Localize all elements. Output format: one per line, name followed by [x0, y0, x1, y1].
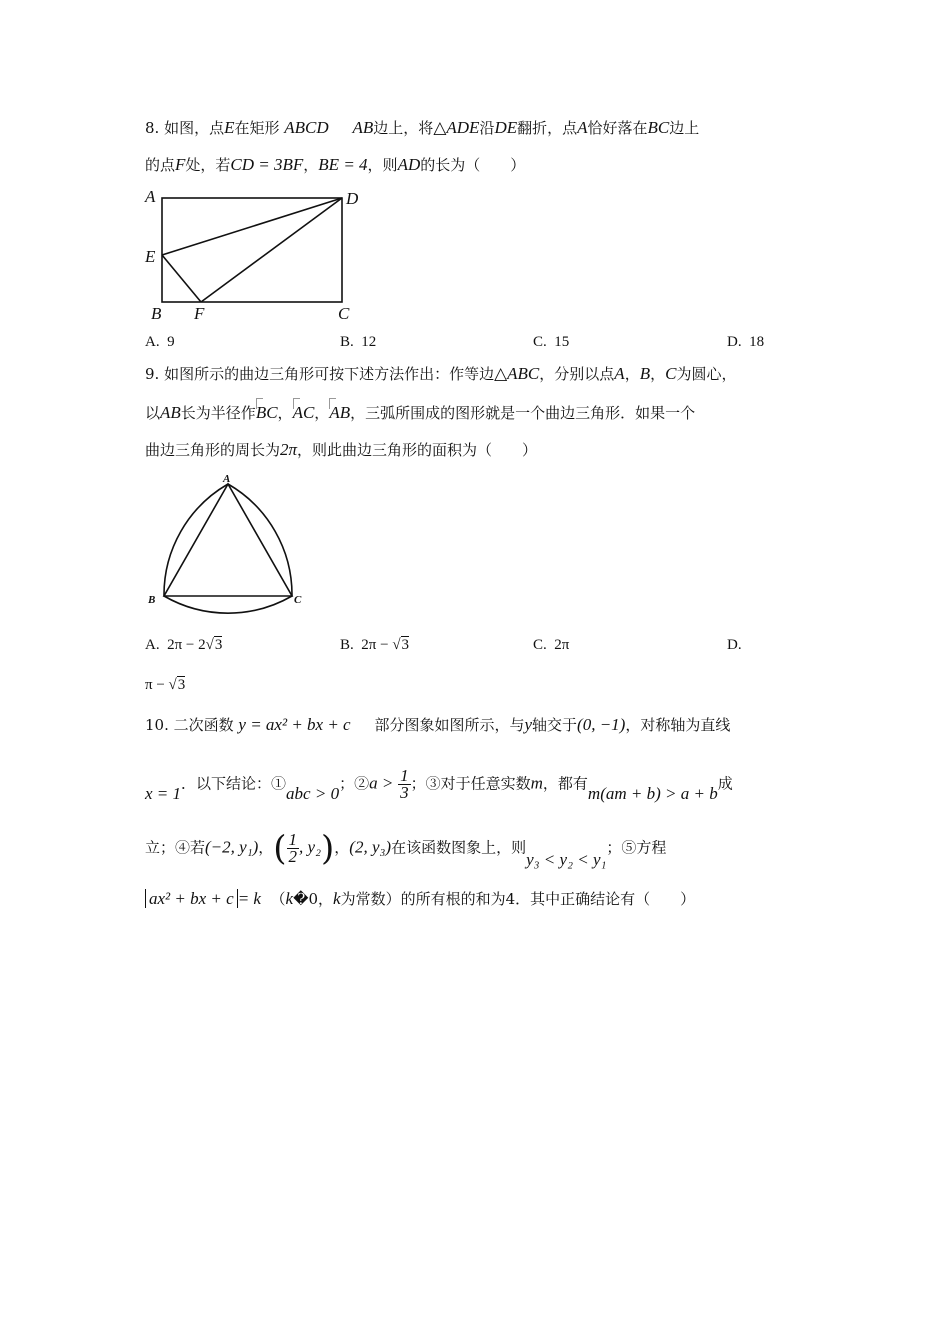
option-value: π − — [145, 677, 169, 693]
q9-text: 9. 如图所示的曲边三角形可按下述方法作出：作等边 — [145, 365, 495, 383]
q9-tri-abc: △ABC — [494, 364, 540, 383]
q8-text: 边上 — [669, 119, 700, 137]
q10-point-1: (−2, y₁) — [205, 837, 259, 857]
q9-text: 长为半径作 — [180, 404, 256, 422]
q8-text: 处，若 — [185, 156, 231, 174]
q9-arc-bottom — [164, 596, 292, 613]
q8-text: 边上，将 — [373, 119, 434, 137]
q10-function: y = ax² + bx + c — [238, 715, 351, 734]
q8-seg-bc: BC — [647, 118, 670, 137]
q8-tri-ade: △ADE — [433, 118, 480, 137]
q8-label-b: B — [151, 304, 162, 323]
frac-den: 3 — [400, 783, 409, 802]
q10-text: 为常数）的所有根的和为4．其中正确结论有（ ） — [340, 890, 696, 908]
option-label: C. — [533, 334, 547, 350]
q10-frac-half — [287, 832, 300, 865]
q10-line-1 — [145, 714, 730, 736]
q10-text: 立；④若 — [145, 838, 206, 857]
q10-point-3: (2, y₃) — [349, 837, 392, 857]
q8-text: 在矩形 — [234, 119, 280, 137]
q9-text: ，分别以点 — [539, 365, 615, 383]
q10-text: 成 — [717, 774, 733, 793]
option-label: A. — [145, 334, 160, 350]
q10-text: ，都有 — [542, 774, 588, 793]
frac-num: 1 — [288, 830, 298, 849]
q10-conclusion-3: m(am + b) > a + b — [587, 783, 718, 803]
q10-line-2 — [145, 768, 733, 801]
q8-figure — [140, 185, 380, 325]
q9-point-b: B — [639, 364, 651, 383]
q8-seg-ad: AD — [397, 155, 421, 174]
q8-text: 沿 — [479, 119, 495, 137]
option-value: 18 — [749, 334, 765, 350]
q9-text: ，三弧所围成的图形就是一个曲边三角形．如果一个 — [350, 404, 696, 422]
q10-text: ；⑤方程 — [606, 838, 667, 857]
q8-text: ，则 — [367, 156, 398, 174]
q9-perimeter: 2π — [280, 440, 298, 459]
q10-var-y: y — [524, 715, 533, 734]
q10-text: ；③对于任意实数 — [410, 774, 531, 793]
q9-text: 曲边三角形的周长为 — [145, 441, 281, 459]
q10-equation-k: = k — [237, 889, 261, 908]
q8-label-a: A — [145, 187, 156, 206]
q8-condition-2: BE = 4 — [318, 155, 368, 174]
q8-label-d: D — [346, 189, 359, 208]
q9-arc-ac: AC — [292, 403, 315, 422]
q10-text: 轴交于 — [532, 716, 578, 734]
option-label: D. — [727, 334, 742, 350]
q8-seg-ab: AB — [352, 118, 374, 137]
q9-text: ， — [650, 365, 666, 383]
option-label: C. — [533, 637, 547, 653]
q9-text: 为圆心， — [676, 365, 737, 383]
q10-var-m: m — [530, 773, 543, 793]
q9-text: ， — [624, 365, 640, 383]
q10-var-k: k — [285, 889, 294, 908]
q9-label-c: C — [294, 594, 302, 606]
q8-text: 的长为（ ） — [420, 156, 526, 174]
q9-point-a: A — [614, 364, 625, 383]
q8-seg-de: DE — [494, 118, 518, 137]
q8-condition-1: CD = 3BF — [230, 155, 304, 174]
q10-zero: 0 — [308, 890, 319, 908]
q10-line-3: 立；④若(−2, y₁)，( $\frac{1}{2}$ , y₂)，(2, y₃)在该函数图象上，则y₃ < y₂ < y₁；⑤方程 — [145, 828, 667, 869]
q10-equation: ax² + bx + c — [145, 889, 238, 908]
q8-line-1 — [145, 117, 699, 139]
q9-option-b[interactable]: B. 2π − √3 — [340, 637, 410, 653]
q8-label-e: E — [145, 247, 156, 266]
q10-text: ．以下结论：① — [181, 774, 287, 793]
q10-text: ， — [318, 890, 334, 908]
option-radicand: 3 — [177, 677, 186, 693]
q8-line-2 — [145, 154, 525, 176]
q9-label-a: A — [223, 473, 231, 485]
q9-option-c[interactable] — [533, 634, 569, 656]
frac-num: 1 — [400, 766, 409, 785]
q10-point-2-y: y₂ — [307, 837, 322, 857]
q9-option-d[interactable] — [727, 634, 742, 656]
q8-line-ef — [162, 255, 201, 302]
q8-text: 8. 如图，点 — [145, 119, 225, 137]
q10-text: 部分图象如图所示，与 — [374, 716, 525, 734]
q9-seg-ab: AB — [160, 403, 181, 422]
q10-conclusion-2: a > — [369, 773, 394, 793]
q8-text: 恰好落在 — [587, 119, 648, 137]
q8-option-c[interactable] — [533, 331, 569, 353]
q10-text: 10. 二次函数 — [145, 716, 234, 734]
frac-den: 2 — [288, 847, 298, 866]
q8-text: 翻折，点 — [517, 119, 578, 137]
q8-point-a: A — [577, 118, 588, 137]
q9-text: ， — [314, 404, 330, 422]
q9-figure — [140, 470, 320, 615]
q10-frac-third — [398, 768, 411, 801]
q8-option-d[interactable] — [727, 331, 764, 353]
option-label: B. — [340, 637, 354, 653]
q9-point-c: C — [665, 364, 677, 383]
option-label: D. — [727, 637, 742, 653]
option-label: B. — [340, 334, 354, 350]
q9-text: ，则此曲边三角形的面积为（ ） — [297, 441, 538, 459]
q8-line-ed — [162, 198, 342, 255]
q10-text: ；② — [339, 774, 370, 793]
q10-text: ，对称轴为直线 — [625, 716, 731, 734]
q10-garbled-glyph: � — [293, 890, 309, 908]
q8-label-c: C — [338, 304, 350, 323]
q8-point-f: F — [175, 155, 186, 174]
q9-line-2 — [145, 402, 695, 424]
q10-intercept: (0, −1) — [577, 715, 626, 734]
q8-point-e: E — [224, 118, 235, 137]
q8-rect-abcd: ABCD — [284, 118, 329, 137]
option-label: A. — [145, 637, 160, 653]
option-radicand: 3 — [214, 637, 223, 653]
q9-text: 以 — [145, 404, 161, 422]
q9-line-1 — [145, 363, 736, 385]
q8-text: ， — [303, 156, 319, 174]
q9-label-b: B — [148, 594, 156, 606]
option-value: 2π − 2 — [167, 637, 206, 653]
q9-triangle — [164, 484, 292, 596]
q10-var-k: k — [333, 889, 341, 908]
q10-conclusion-1: abc > 0 — [286, 783, 340, 803]
q8-label-f: F — [194, 304, 205, 323]
q9-option-a[interactable]: A. 2π − 2√3 — [145, 637, 223, 653]
q10-axis: x = 1 — [145, 783, 182, 803]
q10-text: （ — [270, 890, 286, 908]
q8-text: 的点 — [145, 156, 176, 174]
q9-line-3 — [145, 439, 537, 461]
option-value: 12 — [361, 334, 377, 350]
option-value: 15 — [554, 334, 570, 350]
q10-conclusion-4: y₃ < y₂ < y₁ — [526, 849, 607, 869]
q9-arc-bc: BC — [255, 403, 278, 422]
q9-arc-ab: AB — [329, 403, 351, 422]
q9-text: ， — [277, 404, 293, 422]
q8-line-fd — [201, 198, 342, 302]
q10-text: 在该函数图象上，则 — [391, 838, 527, 857]
option-radicand: 3 — [401, 637, 410, 653]
q9-option-d-value: π − √3 — [145, 677, 186, 693]
q10-line-4 — [145, 888, 695, 910]
option-value: 2π − — [361, 637, 393, 653]
option-value: 2π — [554, 637, 570, 653]
q8-option-a[interactable] — [145, 331, 175, 353]
q8-option-b[interactable] — [340, 331, 376, 353]
option-value: 9 — [167, 334, 175, 350]
